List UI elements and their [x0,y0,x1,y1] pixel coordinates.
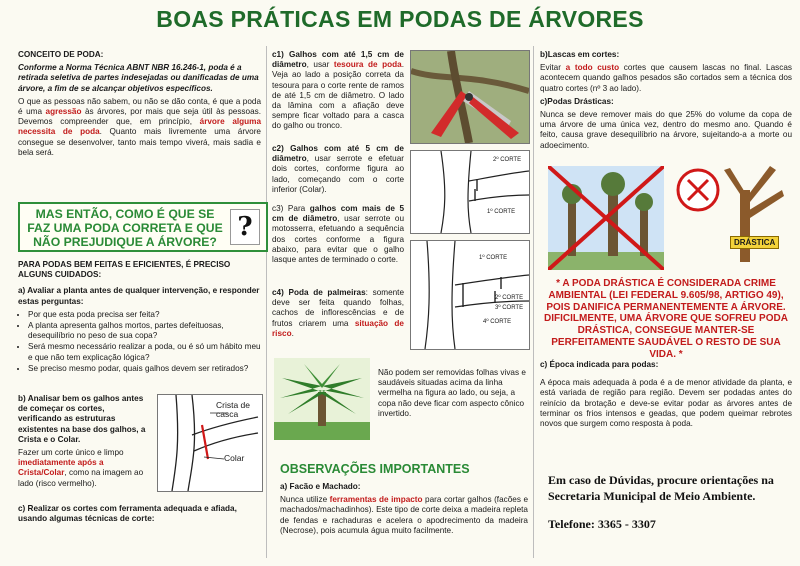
list-item: • Será mesmo necessário realizar a poda, ou é só um hábito meu e que não tem explicação lógica? [28,342,261,362]
care-section [18,260,261,375]
palm-note: Não podem ser removidas folhas vivas e saudáveis situadas acima da linha vermelha na figura ao lado, ou seja, a copa não deve ficar com aspecto cônico invertido. [378,368,526,418]
four-cut-diagram [410,240,530,350]
page-title: BOAS PRÁTICAS EM PODAS DE ÁRVORES [156,6,644,32]
care-heading: PARA PODAS BEM FEITAS E EFICIENTES, É PRECISO ALGUNS CUIDADOS: [18,260,231,280]
list-item: • Por que esta poda precisa ser feita? [28,310,261,320]
concept-definition: Conforme a Norma Técnica ABNT NBR 16.246-1, poda é a retirada seletiva de partes indesejadas ou danificadas de uma árvore, a fim de se alcançar objetivos específicos. [18,63,259,93]
branch-collar-diagram [157,394,263,492]
analyze-heading: b) Analisar bem os galhos antes de começar os cortes, verificando as estruturas existentes na base dos galhos, a Crista e o Colar. [18,394,146,444]
cut-label: 3º CORTE [495,305,524,311]
crime-warning: * A PODA DRÁSTICA É CONSIDERADA CRIME AMBIENTAL (LEI FEDERAL 9.605/98, ARTIGO 49), POIS DANIFICA PERMANENTEMENTE A ÁRVORE. DIFICILMENTE, UMA ÁRVORE QUE SOFREU PODA DRÁSTICA, CONSEGUE MANTER-SE PERFEITAMENTE SAUDÁVEL O RESTO DE SUA VIDA. * [544,278,788,360]
left-column [18,50,261,161]
technique-heading: c) Realizar os cortes com ferramenta adequada e afiada, usando algumas técnicas de corte: [18,504,237,524]
question-callout [18,202,268,252]
two-cut-diagram [410,150,530,234]
drastic-badge: DRÁSTICA [730,236,779,249]
list-item: • A planta apresenta galhos mortos, partes defeituosas, desequilíbrio no peso de sua copa? [28,321,261,341]
observations-heading: OBSERVAÇÕES IMPORTANTES [280,462,470,476]
season-text: A época mais adequada à poda é a de menor atividade da planta, e está variada de região para região. Devem ser podadas antes do reinício da brotação e deve-se evitar podar as árvores antes de terminar os frios intensos e geadas, que podem queimar rebrotes novos que surgem como resposta à poda. [540,378,792,429]
phone-number: Telefone: 3365 - 3307 [548,517,656,531]
axe-heading: a) Facão e Machado: [280,482,361,491]
c2-section: c2) Galhos com até 5 cm de diâmetro, usar serrote e efetuar dois cortes, conforme figura ao lado, começando com o corte inferior (Colar). [272,144,404,194]
technique-section [18,504,261,527]
column-divider [266,46,267,558]
observations-section: a) Facão e Machado: Nunca utilize ferramentas de impacto para cortar galhos (facões e machados/machadinhos). Este tipo de corte deixa a madeira repleta de fendas e rachaduras e acelera o apodrecimento da madeira (Necrose), pois acumula água muito facilmente. [280,482,528,535]
cut-label: 1º CORTE [487,209,516,215]
drastic-tree-illustration [674,160,788,270]
right-column: b)Lascas em cortes: Evitar a todo custo cortes que causem lascas no final. Lascas acontecem quando galhos pesados são cortados sem a técnica dos quatro cortes (nº 3 ao lado). c)Podas Drásticas: Nunca se deve remover mais do que 25% do volume da copa de uma árvore de uma única vez, dentro do mesmo ano. Quando é feito, causa grave desequilíbrio na árvore, sujeitando-a a morte ou adoecimento. [540,50,792,150]
season-heading: c) Época indicada para podas: [540,360,659,369]
cut-label: 2º CORTE [495,295,524,301]
colar-label: Colar [224,453,245,463]
concept-paragraph: O que as pessoas não sabem, ou não se dão conta, é que a poda é uma agressão às árvores, por mais que seja útil às pessoas. Devemos compreender que, em princípio, árvore alguma necessita de poda. Quanto mais livremente uma árvore consegue se desenvolver, tanto mais tempo viverá, mais sadia e bela será. [18,96,261,157]
callout-text: MAS ENTÃO, COMO É QUE SE FAZ UMA PODA CORRETA E QUE NÃO PREJUDIQUE A ÁRVORE? [27,207,223,249]
list-item: • Se preciso mesmo podar, quais galhos devem ser retirados? [28,364,261,374]
drastic-text: Nunca se deve remover mais do que 25% do volume da copa de uma árvore de uma única vez, dentro do mesmo ano. Quando é feito, causa grave desequilíbrio na árvore, sujeitando-a a morte ou adoecimento. [540,110,792,150]
season-section [540,360,792,432]
drastic-pruning-photo [548,166,664,270]
concept-heading: CONCEITO DE PODA: [18,50,104,59]
contact-info [548,472,788,532]
drastic-heading: c)Podas Drásticas: [540,96,614,106]
cut-label: 2º CORTE [493,157,522,163]
column-divider [533,46,534,558]
cut-label: 4º CORTE [483,319,512,325]
analyze-text: Fazer um corte único e limpo imediatamente após a Crista/Colar, como na imagem ao lado (risco vermelho). [18,448,144,488]
evaluate-heading: a) Avaliar a planta antes de qualquer intervenção, e responder estas perguntas: [18,286,260,306]
splinter-heading: b)Lascas em cortes: [540,50,620,59]
analyze-section [18,394,148,492]
question-mark-icon: ? [230,209,260,245]
c1-section: c1) Galhos com até 1,5 cm de diâmetro, usar tesoura de poda. Veja ao lado a posição correta da tesoura para o corte rente de ramos de até 1,5 cm de diâmetro. O lado da lâmina com a afiação deve sempre ficar voltado para a casca do galho ou tronco. [272,50,404,131]
c4-section: c4) Poda de palmeiras: somente deve ser feita quando folhas, cachos de inflorescências e de frutos criarem uma situação de risco. [272,288,405,338]
palm-tree-photo [274,358,370,440]
c3-section: c3) Para galhos com mais de 5 cm de diâmetro, usar serrote ou motosserra, efetuando a sequência dos cortes conforme a figura abaixo, para evitar que o galho lasque antes de terminado o corte. [272,204,404,265]
crista-label: Crista de casca [216,400,251,419]
cut-label: 1º CORTE [479,255,508,261]
pruning-shears-photo [410,50,530,144]
contact-line: Em caso de Dúvidas, procure orientações na Secretaria Municipal de Meio Ambiente. [548,473,774,503]
question-list [18,310,261,374]
